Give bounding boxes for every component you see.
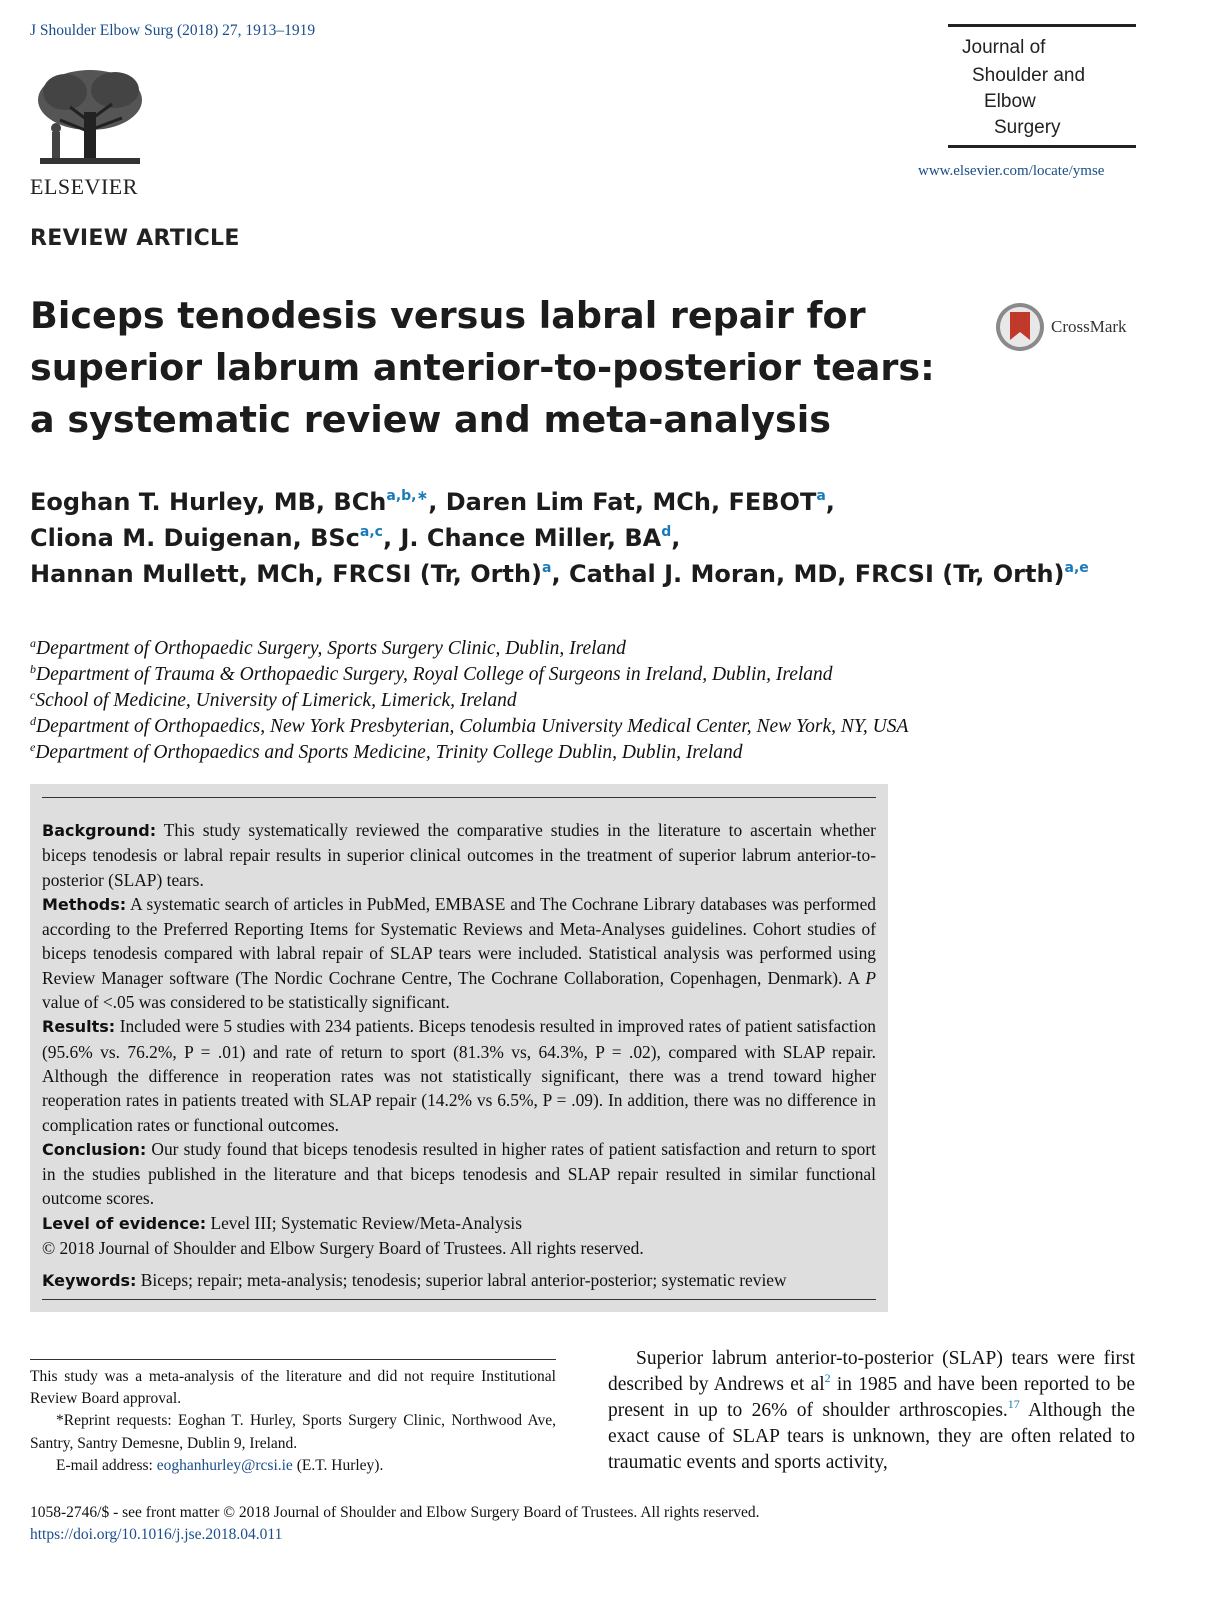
author-affiliation-ref[interactable]: a,e xyxy=(1064,560,1089,576)
author-separator: , xyxy=(382,524,401,552)
abstract-top-rule xyxy=(42,797,876,798)
footnote-email: E-mail address: eoghanhurley@rcsi.ie (E.T. Hurley). xyxy=(56,1456,384,1474)
author-name: Eoghan T. Hurley, MB, BCh xyxy=(30,488,387,516)
abstract-bottom-rule xyxy=(42,1299,876,1300)
author-list xyxy=(30,484,1180,592)
journal-title-block xyxy=(948,24,1136,148)
affiliation-list xyxy=(30,636,1180,766)
footnotes xyxy=(30,1366,556,1477)
abstract-box xyxy=(30,784,888,1312)
abstract-methods: Methods: A systematic search of articles in PubMed, EMBASE and The Cochrane Library databases was performed according to the Preferred Reporting Items for Systematic Reviews and Meta-Analyses guidelines. Cohort studies of biceps tenodesis compared with labral repair of SLAP tears were included. Statistical analysis was performed using Review Manager software (The Nordic Cochrane Centre, The Cochrane Collaboration, Copenhagen, Denmark). A P value of <.05 was considered to be statistically significant. xyxy=(42,893,876,1013)
elsevier-logo xyxy=(30,62,170,202)
journal-name-line-4: Surgery xyxy=(994,117,1061,138)
author-affiliation-ref[interactable]: d xyxy=(661,524,672,540)
author-name: J. Chance Miller, BA xyxy=(400,524,662,552)
author-separator: , xyxy=(671,524,681,552)
author-separator: , xyxy=(825,488,835,516)
crossmark-icon xyxy=(995,302,1045,352)
journal-name-line-2: Shoulder and xyxy=(972,65,1086,86)
affiliation-item: $^d$Department of Orthopaedics, New York Presbyterian, Columbia University Medical Center, New York, NY, USA xyxy=(30,714,909,737)
affiliation-item: $^a$Department of Orthopaedic Surgery, Sports Surgery Clinic, Dublin, Ireland xyxy=(30,636,626,659)
author-name: Cliona M. Duigenan, BSc xyxy=(30,524,360,552)
author-name: Hannan Mullett, MCh, FRCSI (Tr, Orth) xyxy=(30,560,543,588)
journal-url-link[interactable]: www.elsevier.com/locate/ymse xyxy=(918,163,1105,179)
doi-link[interactable]: https://doi.org/10.1016/j.jse.2018.04.011 xyxy=(30,1526,283,1543)
reference-link[interactable]: 2 xyxy=(824,1371,831,1385)
abstract-level-of-evidence: Level of evidence: Level III; Systematic Review/Meta-Analysis xyxy=(42,1212,522,1233)
crossmark-label: CrossMark xyxy=(1051,317,1127,336)
article-title: Biceps tenodesis versus labral repair for superior labrum anterior-to-posterior tears: a systematic review and meta-analysis xyxy=(30,294,935,441)
author-separator: , xyxy=(428,488,446,516)
front-matter-footer xyxy=(30,1502,760,1546)
abstract-body xyxy=(42,818,876,1294)
email-link[interactable]: eoghanhurley@rcsi.ie xyxy=(156,1456,293,1474)
reference-link[interactable]: 17 xyxy=(1007,1397,1020,1411)
footnote-irb: This study was a meta-analysis of the literature and did not require Institutional Review Board approval. xyxy=(30,1368,556,1408)
author-affiliation-ref[interactable]: a xyxy=(816,488,826,504)
journal-citation: J Shoulder Elbow Surg (2018) 27, 1913–1919 xyxy=(30,22,316,39)
footnote-reprint: *Reprint requests: Eoghan T. Hurley, Sports Surgery Clinic, Northwood Ave, Santry, Santry Demesne, Dublin 9, Ireland. xyxy=(30,1412,556,1452)
tree-logo-icon xyxy=(30,62,150,172)
affiliation-item: $^b$Department of Trauma & Orthopaedic Surgery, Royal College of Surgeons in Ireland, Dublin, Ireland xyxy=(30,662,833,685)
abstract-copyright: © 2018 Journal of Shoulder and Elbow Surgery Board of Trustees. All rights reserved. xyxy=(42,1238,644,1259)
abstract-results: Results: Included were 5 studies with 234 patients. Biceps tenodesis resulted in improved rates of patient satisfaction (95.6% vs. 76.2%, P = .01) and rate of return to sport (81.3% vs, 64.3%, P = .02), compared with SLAP repair. Although the difference in reoperation rates was not statistically significant, there was a trend toward higher reoperation rates in patients treated with SLAP repair (14.2% vs 6.5%, P = .09). In addition, there was no difference in complication rates or functional outcomes. xyxy=(42,1016,876,1135)
affiliation-item: $^e$Department of Orthopaedics and Sports Medicine, Trinity College Dublin, Dublin, Ireland xyxy=(30,740,743,763)
author-affiliation-ref[interactable]: a,c xyxy=(359,524,383,540)
crossmark-button[interactable] xyxy=(995,302,1155,354)
affiliation-item: $^c$School of Medicine, University of Limerick, Limerick, Ireland xyxy=(30,688,517,711)
journal-name-line-3: Elbow xyxy=(984,91,1036,112)
journal-name-line-1: Journal of xyxy=(962,37,1046,58)
introduction-paragraph: Superior labrum anterior-to-posterior (SLAP) tears were first described by Andrews et $al^2$ in 1985 and have been reported to be present in up to 26% of shoulder arthroscopies.$^{17}$ Although the exact cause of SLAP tears is unknown, they are often related to traumatic events and sports activity, xyxy=(608,1348,1136,1473)
author-affiliation-ref[interactable]: a,b,∗ xyxy=(386,488,429,504)
author-name: Daren Lim Fat, MCh, FEBOT xyxy=(445,488,817,516)
author-name: Cathal J. Moran, MD, FRCSI (Tr, Orth) xyxy=(568,560,1065,588)
issn-line: 1058-2746/$ - see front matter © 2018 Journal of Shoulder and Elbow Surgery Board of Trustees. All rights reserved. xyxy=(30,1504,760,1521)
article-type-label: REVIEW ARTICLE xyxy=(30,226,240,251)
elsevier-wordmark: ELSEVIER xyxy=(30,174,138,199)
footnote-divider xyxy=(30,1359,556,1360)
author-affiliation-ref[interactable]: a xyxy=(542,560,552,576)
author-separator: , xyxy=(551,560,569,588)
abstract-keywords: Keywords: Biceps; repair; meta-analysis; tenodesis; superior labral anterior-posterior; systematic review xyxy=(42,1270,787,1291)
abstract-conclusion: Conclusion: Our study found that biceps tenodesis resulted in higher rates of patient satisfaction and return to sport in the studies published in the literature and that biceps tenodesis and SLAP repair resulted in similar functional outcome scores. xyxy=(42,1138,876,1209)
abstract-background: Background: This study systematically reviewed the comparative studies in the literature to ascertain whether biceps tenodesis or labral repair results in superior clinical outcomes in the treatment of superior labrum anterior-to-posterior (SLAP) tears. xyxy=(42,820,876,890)
